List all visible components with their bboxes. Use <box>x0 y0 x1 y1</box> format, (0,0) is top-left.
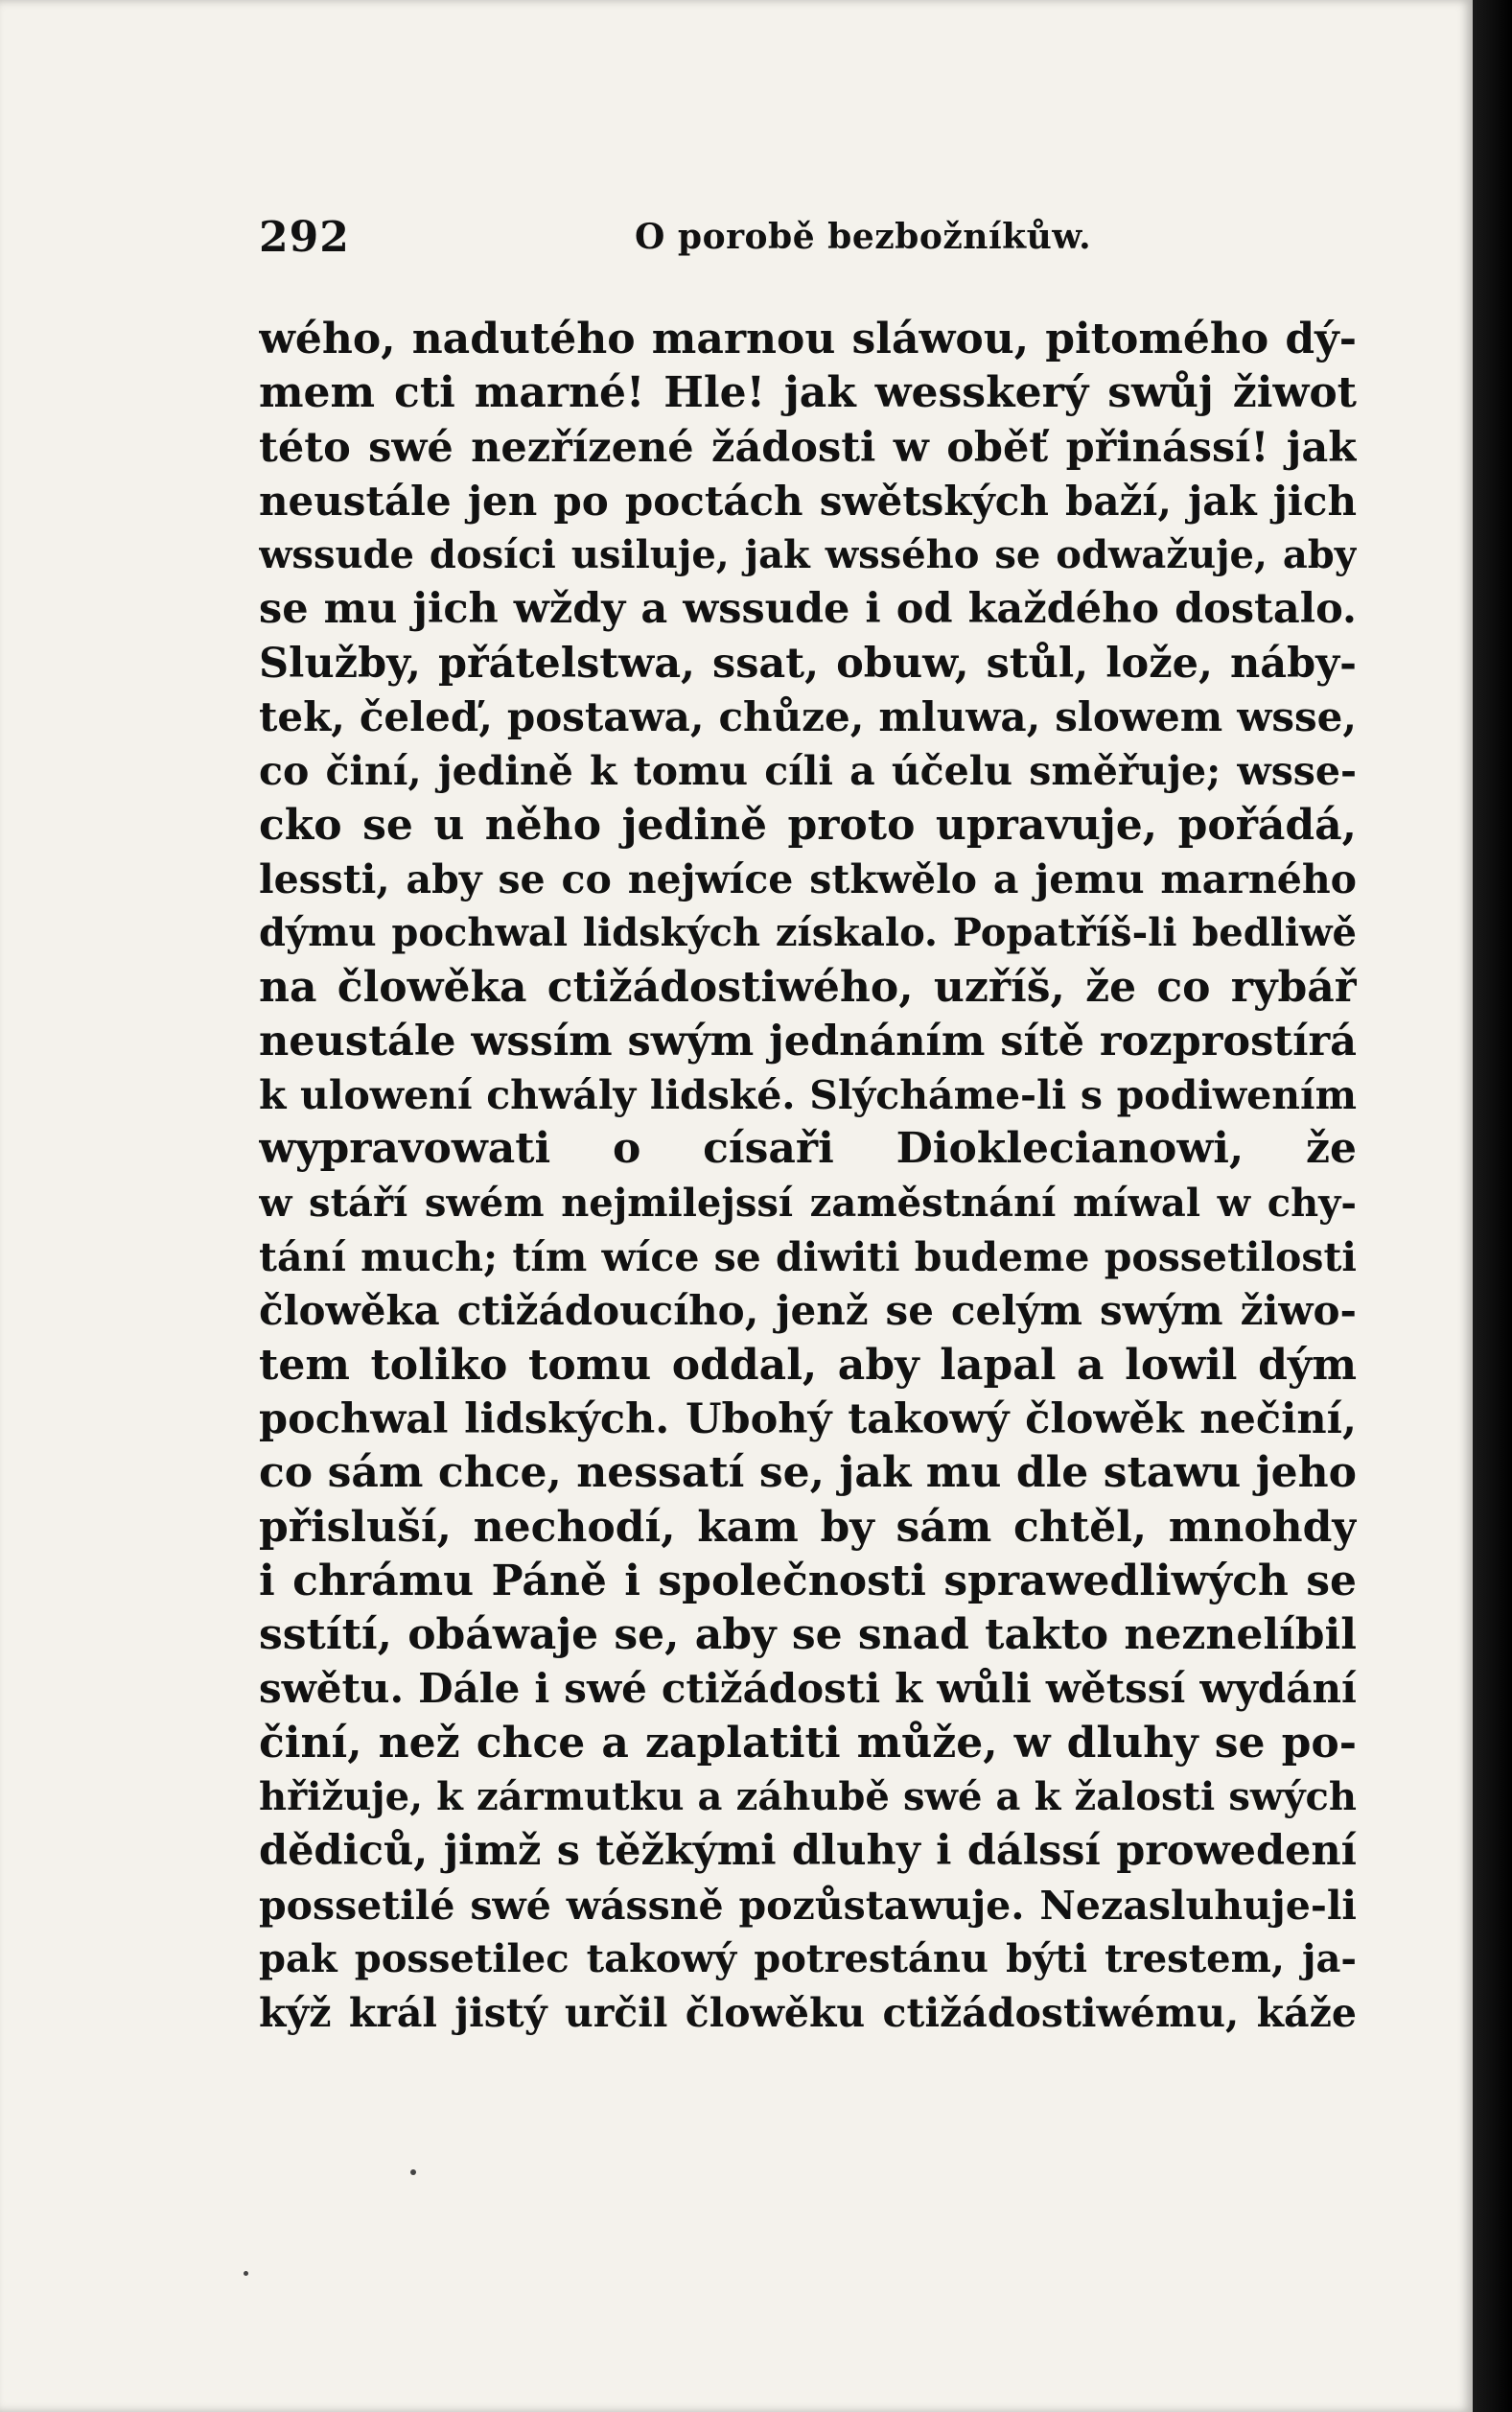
scan-edge <box>1473 0 1512 2412</box>
text-line: co sám chce, nessatí se, jak mu dle stawu jeho <box>259 1448 1357 1498</box>
text-line: na člowěka ctižádostiwého, uzříš, že co rybář <box>259 962 1357 1012</box>
running-title: O porobě bezbožníkůw. <box>635 217 1092 257</box>
text-line: dýmu pochwal lidských získalo. Popatříš-li bedliwě <box>259 910 1357 956</box>
text-line: k ulowení chwály lidské. Slýcháme-li s podiwením <box>259 1072 1357 1119</box>
text-line: neustále jen po poctách swětských baží, jak jich <box>259 477 1357 525</box>
text-line: tem toliko tomu oddal, aby lapal a lowil dým <box>259 1340 1357 1390</box>
text-line: wypravowati o císaři Dioklecianowi, že <box>259 1124 1357 1174</box>
text-line: cko se u něho jedině proto upravuje, pořádá, <box>259 800 1357 850</box>
ink-speck <box>244 2271 248 2276</box>
page-number: 292 <box>259 213 350 262</box>
body-text <box>259 313 1357 2041</box>
text-line: hřižuje, k zármutku a záhubě swé a k žalosti swých <box>259 1774 1357 1820</box>
text-line: swětu. Dále i swé ctižádosti k wůli wětssí wydání <box>259 1665 1357 1713</box>
text-line: i chrámu Páně i společnosti sprawedliwých se <box>259 1556 1357 1605</box>
text-line: činí, než chce a zaplatiti může, w dluhy se po- <box>259 1718 1357 1768</box>
text-line: člowěka ctižádoucího, jenž se celým swým žiwo- <box>259 1287 1357 1335</box>
text-line: mem cti marné! Hle! jak wesskerý swůj žiwot <box>259 368 1357 418</box>
text-line: pak possetilec takowý potrestánu býti trestem, ja- <box>259 1935 1357 1981</box>
text-line: tání much; tím wíce se diwiti budeme possetilosti <box>259 1234 1357 1281</box>
text-line: neustále wssím swým jednáním sítě rozprostírá <box>259 1017 1357 1065</box>
page-header <box>259 209 1352 276</box>
ink-speck <box>410 2169 416 2175</box>
text-line: dědiců, jimž s těžkými dluhy i dálssí prowedení <box>259 1827 1357 1876</box>
text-line: kýž král jistý určil člowěku ctižádostiwému, káže <box>259 1990 1357 2037</box>
text-line: lessti, aby se co nejwíce stkwělo a jemu marného <box>259 855 1357 902</box>
text-line: tek, čeleď, postawa, chůze, mluwa, slowem wsse, <box>259 693 1357 741</box>
text-line: Služby, přátelstwa, ssat, obuw, stůl, lože, náby- <box>259 639 1357 688</box>
text-line: wého, nadutého marnou sláwou, pitomého dý- <box>259 315 1357 363</box>
text-line: pochwal lidských. Ubohý takowý člowěk nečiní, <box>259 1394 1357 1443</box>
text-line: wssude dosíci usiluje, jak wssého se odwažuje, aby <box>259 532 1357 578</box>
text-line: possetilé swé wássně pozůstawuje. Nezasluhuje-li <box>259 1882 1357 1929</box>
text-line: této swé nezřízené žádosti w oběť přinássí! jak <box>259 423 1357 472</box>
text-line: sstítí, obáwaje se, aby se snad takto neznelíbil <box>259 1610 1357 1660</box>
text-line: přisluší, nechodí, kam by sám chtěl, mnohdy <box>259 1502 1357 1552</box>
text-line: se mu jich wždy a wssude i od každého dostalo. <box>259 585 1357 634</box>
text-line: w stáří swém nejmilejssí zaměstnání míwal w chy- <box>259 1180 1357 1226</box>
text-line: co činí, jedině k tomu cíli a účelu směřuje; wsse- <box>259 748 1357 795</box>
